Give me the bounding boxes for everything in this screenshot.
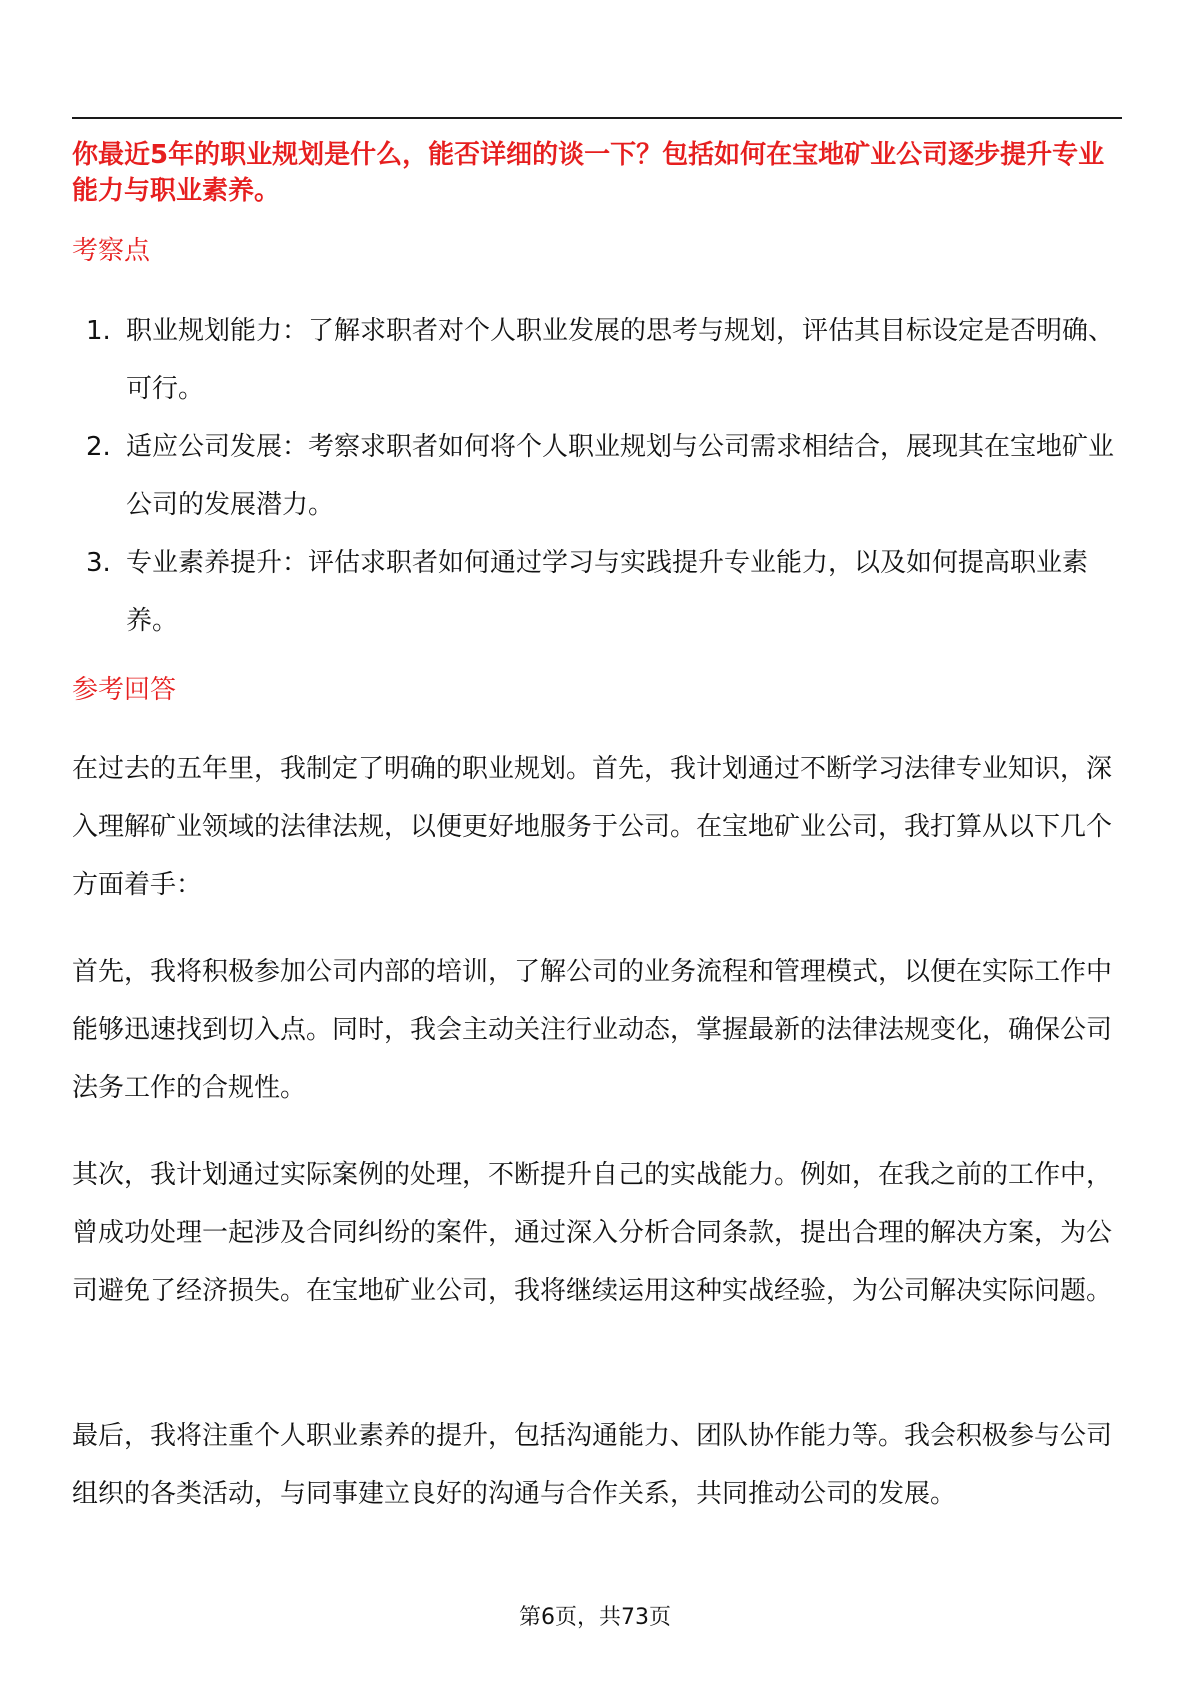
list-item <box>72 418 1122 534</box>
list-item <box>72 534 1122 650</box>
question-title: 你最近5年的职业规划是什么，能否详细的谈一下？包括如何在宝地矿业公司逐步提升专业能力与职业素养。 <box>72 140 1105 206</box>
assessment-points-list <box>72 302 1122 650</box>
list-item-text: 职业规划能力：了解求职者对个人职业发展的思考与规划，评估其目标设定是否明确、可行。 <box>126 316 1115 404</box>
list-item-number: 2. <box>86 432 111 462</box>
answer-paragraph: 在过去的五年里，我制定了明确的职业规划。首先，我计划通过不断学习法律专业知识，深入理解矿业领域的法律法规，以便更好地服务于公司。在宝地矿业公司，我打算从以下几个方面着手： <box>72 754 1113 900</box>
answer-paragraph: 其次，我计划通过实际案例的处理，不断提升自己的实战能力。例如，在我之前的工作中，曾成功处理一起涉及合同纠纷的案件，通过深入分析合同条款，提出合理的解决方案，为公司避免了经济损失。在宝地矿业公司，我将继续运用这种实战经验，为公司解决实际问题。 <box>72 1160 1113 1306</box>
section-title-cankao: 参考回答 <box>72 675 177 705</box>
list-item-text: 专业素养提升：评估求职者如何通过学习与实践提升专业能力，以及如何提高职业素养。 <box>126 548 1089 636</box>
list-item <box>72 302 1122 418</box>
list-item-text: 适应公司发展：考察求职者如何将个人职业规划与公司需求相结合，展现其在宝地矿业公司的发展潜力。 <box>126 432 1115 520</box>
answer-paragraph: 最后，我将注重个人职业素养的提升，包括沟通能力、团队协作能力等。我会积极参与公司组织的各类活动，与同事建立良好的沟通与合作关系，共同推动公司的发展。 <box>72 1421 1113 1509</box>
list-item-number: 3. <box>86 548 111 578</box>
page-footer: 第6页，共73页 <box>519 1605 671 1630</box>
answer-paragraph: 首先，我将积极参加公司内部的培训，了解公司的业务流程和管理模式，以便在实际工作中能够迅速找到切入点。同时，我会主动关注行业动态，掌握最新的法律法规变化，确保公司法务工作的合规性。 <box>72 957 1113 1103</box>
header-rule <box>72 117 1122 119</box>
list-item-number: 1. <box>86 316 111 346</box>
section-title-kaochadian: 考察点 <box>72 236 151 266</box>
